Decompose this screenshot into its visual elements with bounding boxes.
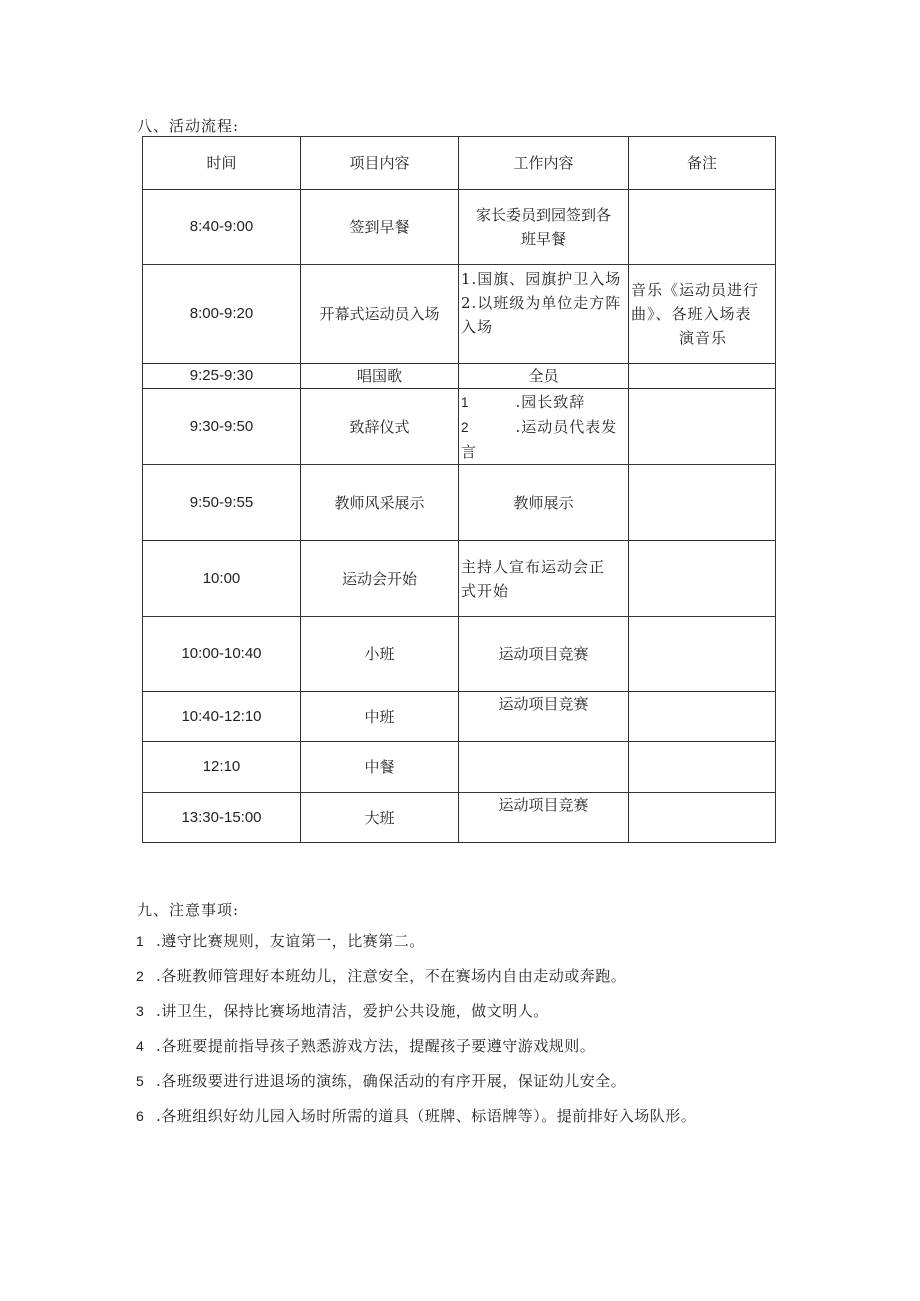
work-line: 班早餐 xyxy=(520,230,566,248)
work-line: 言 xyxy=(461,442,478,461)
cell-item: 中班 xyxy=(301,692,459,742)
work-line: 式开始 xyxy=(461,581,510,600)
cell-time: 9:50-9:55 xyxy=(143,465,301,541)
list-item: 3 .讲卫生，保持比赛场地清洁，爱护公共设施，做文明人。 xyxy=(136,1002,549,1020)
table-row xyxy=(143,190,776,265)
table-row xyxy=(143,465,776,541)
work-line: 家长委员到园签到各 xyxy=(475,206,611,224)
table-row xyxy=(143,364,776,389)
cell-item: 教师风采展示 xyxy=(301,465,459,541)
work-line: 2.以班级为单位走方阵 xyxy=(461,294,622,312)
list-item: 4 .各班要提前指导孩子熟悉游戏方法，提醒孩子要遵守游戏规则。 xyxy=(136,1037,596,1055)
cell-note xyxy=(629,364,776,389)
cell-work: 全员 xyxy=(459,364,629,389)
cell-item: 小班 xyxy=(301,617,459,692)
list-item: 1 .遵守比赛规则，友谊第一，比赛第二。 xyxy=(136,932,425,950)
cell-item: 大班 xyxy=(301,793,459,843)
cell-item: 签到早餐 xyxy=(301,190,459,265)
cell-work xyxy=(459,742,629,793)
cell-item: 开幕式运动员入场 xyxy=(301,265,459,364)
cell-note xyxy=(629,541,776,617)
header-note: 备注 xyxy=(629,137,776,190)
work-line: 主持人宣布运动会正 xyxy=(461,557,606,576)
cell-time: 8:00-9:20 xyxy=(143,265,301,364)
header-time: 时间 xyxy=(143,137,301,190)
precautions-list xyxy=(136,930,696,1140)
cell-note xyxy=(629,265,776,364)
table-row xyxy=(143,617,776,692)
cell-note xyxy=(629,465,776,541)
cell-work: 运动项目竞赛 xyxy=(459,692,629,742)
section-title-activity-flow: 八、活动流程: xyxy=(137,117,240,135)
cell-time: 9:25-9:30 xyxy=(143,364,301,389)
activity-flow-table xyxy=(142,136,776,843)
table-row xyxy=(143,793,776,843)
list-item: 5 .各班级要进行进退场的演练，确保活动的有序开展，保证幼儿安全。 xyxy=(136,1072,627,1090)
list-item: 6 .各班组织好幼儿园入场时所需的道具（班牌、标语牌等）。提前排好入场队形。 xyxy=(136,1107,697,1125)
cell-time: 12:10 xyxy=(143,742,301,793)
cell-note xyxy=(629,617,776,692)
cell-time: 13:30-15:00 xyxy=(143,793,301,843)
note-line: 音乐《运动员进行 xyxy=(631,281,760,299)
cell-time: 9:30-9:50 xyxy=(143,389,301,465)
table-row xyxy=(143,692,776,742)
cell-item: 运动会开始 xyxy=(301,541,459,617)
cell-time: 8:40-9:00 xyxy=(143,190,301,265)
cell-note xyxy=(629,692,776,742)
work-line: 1.国旗、园旗护卫入场 xyxy=(461,270,622,288)
cell-note xyxy=(629,190,776,265)
cell-note xyxy=(629,742,776,793)
cell-note xyxy=(629,793,776,843)
table-row xyxy=(143,265,776,364)
cell-item: 中餐 xyxy=(301,742,459,793)
list-item: 2 .各班教师管理好本班幼儿，注意安全，不在赛场内自由走动或奔跑。 xyxy=(136,967,627,985)
cell-note xyxy=(629,389,776,465)
table-header-row xyxy=(143,137,776,190)
cell-work xyxy=(459,389,629,465)
note-line: 曲》、各班入场表 xyxy=(631,305,752,323)
cell-work xyxy=(459,190,629,265)
cell-work xyxy=(459,541,629,617)
cell-item: 唱国歌 xyxy=(301,364,459,389)
cell-work xyxy=(459,265,629,364)
cell-time: 10:40-12:10 xyxy=(143,692,301,742)
section-title-precautions: 九、注意事项: xyxy=(137,901,240,919)
cell-work: 教师展示 xyxy=(459,465,629,541)
work-line: 2 .运动员代表发 xyxy=(461,417,618,436)
table-row xyxy=(143,389,776,465)
header-work: 工作内容 xyxy=(459,137,629,190)
cell-work: 运动项目竞赛 xyxy=(459,617,629,692)
header-item: 项目内容 xyxy=(301,137,459,190)
cell-item: 致辞仪式 xyxy=(301,389,459,465)
work-line: 1 .园长致辞 xyxy=(461,392,586,411)
cell-work: 运动项目竞赛 xyxy=(459,793,629,843)
table-row xyxy=(143,742,776,793)
cell-time: 10:00 xyxy=(143,541,301,617)
note-line: 演音乐 xyxy=(678,329,727,347)
table-row xyxy=(143,541,776,617)
work-line: 入场 xyxy=(461,318,494,336)
cell-time: 10:00-10:40 xyxy=(143,617,301,692)
